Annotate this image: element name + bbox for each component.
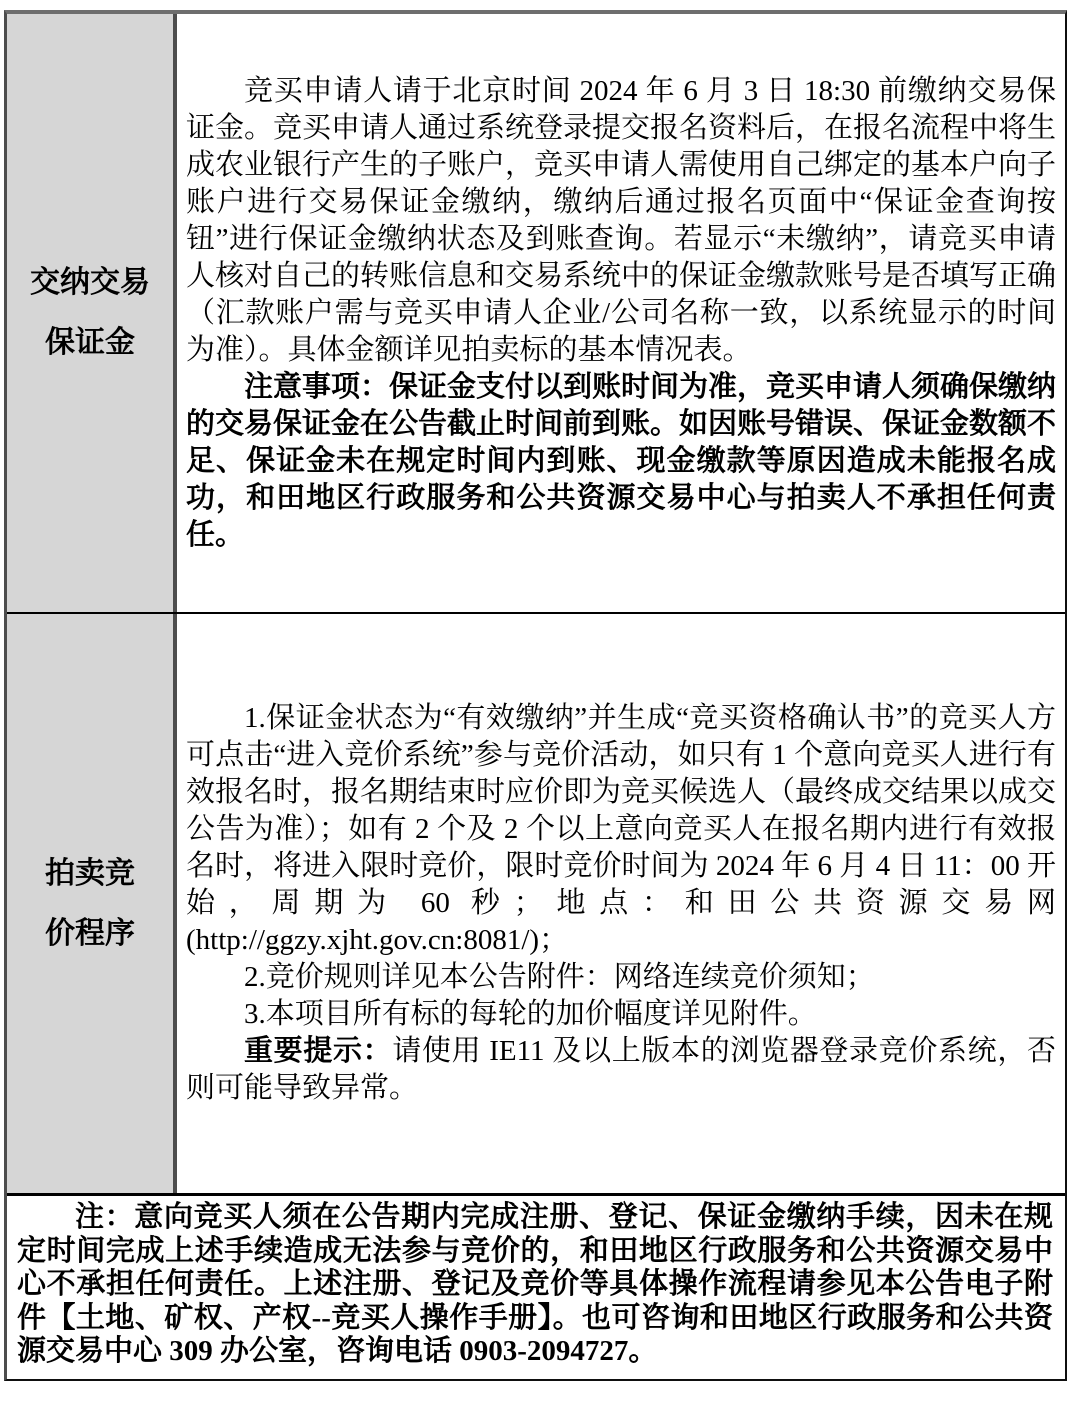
deposit-instructions-paragraph: 竞买申请人请于北京时间 2024 年 6 月 3 日 18:30 前缴纳交易保证金。竞买申请人通过系统登录提交报名资料后，在报名流程中将生成农业银行产生的子账户，竞买申请人需使用自己绑定的基本户向子账户进行交易保证金缴纳，缴纳后通过报名页面中“保证金查询按钮”进行保证金缴纳状态及到账查询。若显示“未缴纳”，请竞买申请人核对自己的转账信息和交易系统中的保证金缴款账号是否填写正确（汇款账户需与竞买申请人企业/公司名称一致，以系统显示的时间为准）。具体金额详见拍卖标的基本情况表。 (186, 74, 1057, 366)
important-tip-body: 请使用 IE11 及以上版本的浏览器登录竞价系统，否则可能导致异常。 (186, 1035, 1056, 1104)
row-label-line: 价程序 (45, 916, 135, 950)
row-label-deposit-payment (7, 14, 177, 612)
procedure-item-1 (186, 700, 1056, 959)
deposit-instructions-cell (177, 14, 1065, 612)
table-row-note (7, 1196, 1065, 1379)
procedure-item-2: 2.竞价规则详见本公告附件：网络连续竞价须知； (244, 961, 875, 993)
row-label-auction-procedure (7, 614, 177, 1193)
procedure-important-tip (186, 1033, 1056, 1107)
important-tip-lead: 重要提示： (244, 1035, 393, 1067)
deposit-notice-paragraph: 注意事项：保证金支付以到账时间为准，竞买申请人须确保缴纳的交易保证金在公告截止时间前到账。如因账号错误、保证金数额不足、保证金未在规定时间内到账、现金缴款等原因造成未能报名成功，和田地区行政服务和公共资源交易中心与拍卖人不承担任何责任。 (186, 370, 1057, 551)
row-label-line: 保证金 (45, 326, 135, 359)
procedure-item-1-tail: )； (529, 924, 569, 956)
row-label-line: 拍卖竞 (45, 856, 135, 890)
auction-procedure-cell (177, 614, 1065, 1193)
note-text: 注：意向竞买人须在公告期内完成注册、登记、保证金缴纳手续，因未在规定时间完成上述手续造成无法参与竞价的，和田地区行政服务和公共资源交易中心不承担任何责任。上述注册、登记及竞价等具体操作流程请参见本公告电子附件【土地、矿权、产权--竞买人操作手册】。也可咨询和田地区行政服务和公共资源交易中心 309 办公室，咨询电话 0903-2094727。 (17, 1201, 1053, 1367)
document-table (4, 10, 1067, 1381)
auction-website-url: http://ggzy.xjht.gov.cn:8081/ (195, 924, 530, 956)
row-label-line: 交纳交易 (30, 266, 150, 299)
table-row-auction-procedure (7, 614, 1065, 1196)
table-row-deposit (7, 14, 1065, 614)
procedure-item-1-text: 1.保证金状态为“有效缴纳”并生成“竞买资格确认书”的竞买人方可点击“进入竞价系统”参与竞价活动，如只有 1 个意向竞买人进行有效报名时，报名期结束时应价即为竞买候选人（最终成交结果以成交公告为准）；如有 2 个及 2 个以上意向竞买人在报名期内进行有效报名时，将进入限时竞价，限时竞价时间为 2024 年 6 月 4 日 11：00 开始，周期为 60 秒；地点：和田公共资源交易网 ( (186, 702, 1057, 956)
procedure-item-3: 3.本项目所有标的每轮的加价幅度详见附件。 (244, 998, 817, 1030)
